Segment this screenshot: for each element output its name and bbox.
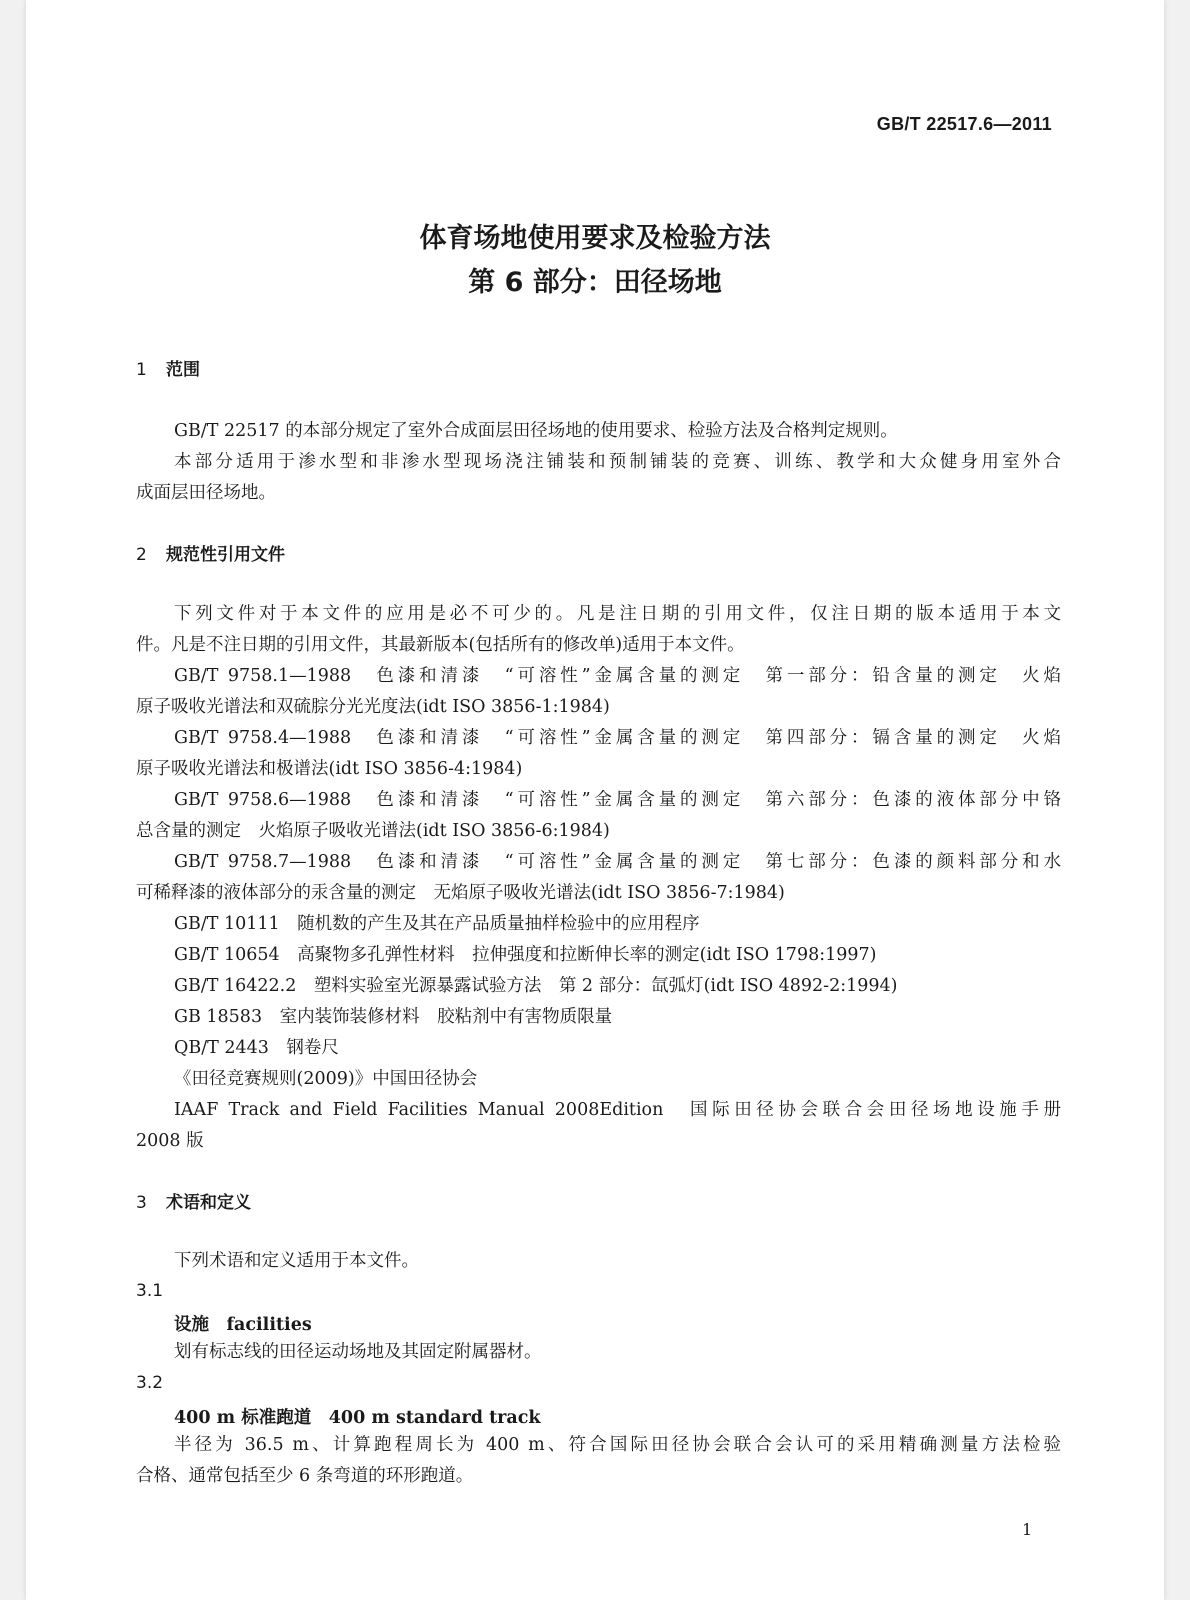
paragraph-line: 下列文件对于本文件的应用是必不可少的。凡是注日期的引用文件，仅注日期的版本适用于本文 [174,604,1061,624]
reference-line: 《田径竞赛规则(2009)》中国田径协会 [174,1069,478,1089]
reference-line: IAAF Track and Field Facilities Manual 2008Edition 国际田径协会联合会田径场地设施手册 [174,1100,1061,1120]
term-heading: 设施 facilities [174,1315,312,1335]
document-subtitle: 第 6 部分：田径场地 [468,267,722,298]
reference-line: 原子吸收光谱法和双硫腙分光光度法(idt ISO 3856-1:1984) [136,697,610,717]
page-number: 1 [1022,1520,1033,1539]
reference-line: GB/T 9758.4—1988 色漆和清漆 “可溶性”金属含量的测定 第四部分：镉含量的测定 火焰 [174,728,1061,748]
paragraph-line: 下列术语和定义适用于本文件。 [174,1251,419,1271]
section-title: 范围 [166,360,200,380]
section-number: 2 [136,545,147,565]
section-title: 规范性引用文件 [166,545,285,565]
document-page [26,0,1164,1600]
reference-line: 可稀释漆的液体部分的汞含量的测定 无焰原子吸收光谱法(idt ISO 3856-7:1984) [136,883,785,903]
section-number: 1 [136,360,147,380]
section-number: 3 [136,1193,147,1213]
standard-code: GB/T 22517.6—2011 [876,114,1052,134]
definition-line: 合格、通常包括至少 6 条弯道的环形跑道。 [136,1466,474,1486]
definition-line: 划有标志线的田径运动场地及其固定附属器材。 [174,1342,542,1362]
term-heading: 400 m 标准跑道 400 m standard track [174,1408,541,1428]
subclause-number: 3.1 [136,1281,164,1301]
reference-line: GB/T 9758.1—1988 色漆和清漆 “可溶性”金属含量的测定 第一部分：铅含量的测定 火焰 [174,666,1061,686]
section-title: 术语和定义 [166,1193,251,1213]
paragraph-line: 件。凡是不注日期的引用文件，其最新版本(包括所有的修改单)适用于本文件。 [136,635,745,655]
reference-line: GB/T 9758.7—1988 色漆和清漆 “可溶性”金属含量的测定 第七部分：色漆的颜料部分和水 [174,852,1061,872]
reference-line: GB/T 9758.6—1988 色漆和清漆 “可溶性”金属含量的测定 第六部分：色漆的液体部分中铬 [174,790,1061,810]
section-3-heading [136,1188,251,1213]
section-2-heading [136,540,285,565]
reference-line: 2008 版 [136,1131,204,1151]
section-1-heading [136,355,200,380]
reference-line: GB/T 16422.2 塑料实验室光源暴露试验方法 第 2 部分：氙弧灯(idt ISO 4892-2:1994) [174,976,898,996]
reference-line: GB/T 10111 随机数的产生及其在产品质量抽样检验中的应用程序 [174,914,700,934]
reference-line: GB 18583 室内装饰装修材料 胶粘剂中有害物质限量 [174,1007,613,1027]
reference-line: QB/T 2443 钢卷尺 [174,1038,339,1058]
reference-line: 原子吸收光谱法和极谱法(idt ISO 3856-4:1984) [136,759,523,779]
paragraph-line: 本部分适用于渗水型和非渗水型现场浇注铺装和预制铺装的竞赛、训练、教学和大众健身用室外合 [174,452,1061,472]
reference-line: 总含量的测定 火焰原子吸收光谱法(idt ISO 3856-6:1984) [136,821,610,841]
reference-line: GB/T 10654 高聚物多孔弹性材料 拉伸强度和拉断伸长率的测定(idt ISO 1798:1997) [174,945,877,965]
subclause-number: 3.2 [136,1373,164,1393]
paragraph-line: 成面层田径场地。 [136,483,276,503]
paragraph-line: GB/T 22517 的本部分规定了室外合成面层田径场地的使用要求、检验方法及合格判定规则。 [174,421,898,441]
definition-line: 半径为 36.5 m、计算跑程周长为 400 m、符合国际田径协会联合会认可的采用精确测量方法检验 [174,1435,1061,1455]
document-title: 体育场地使用要求及检验方法 [419,223,771,254]
